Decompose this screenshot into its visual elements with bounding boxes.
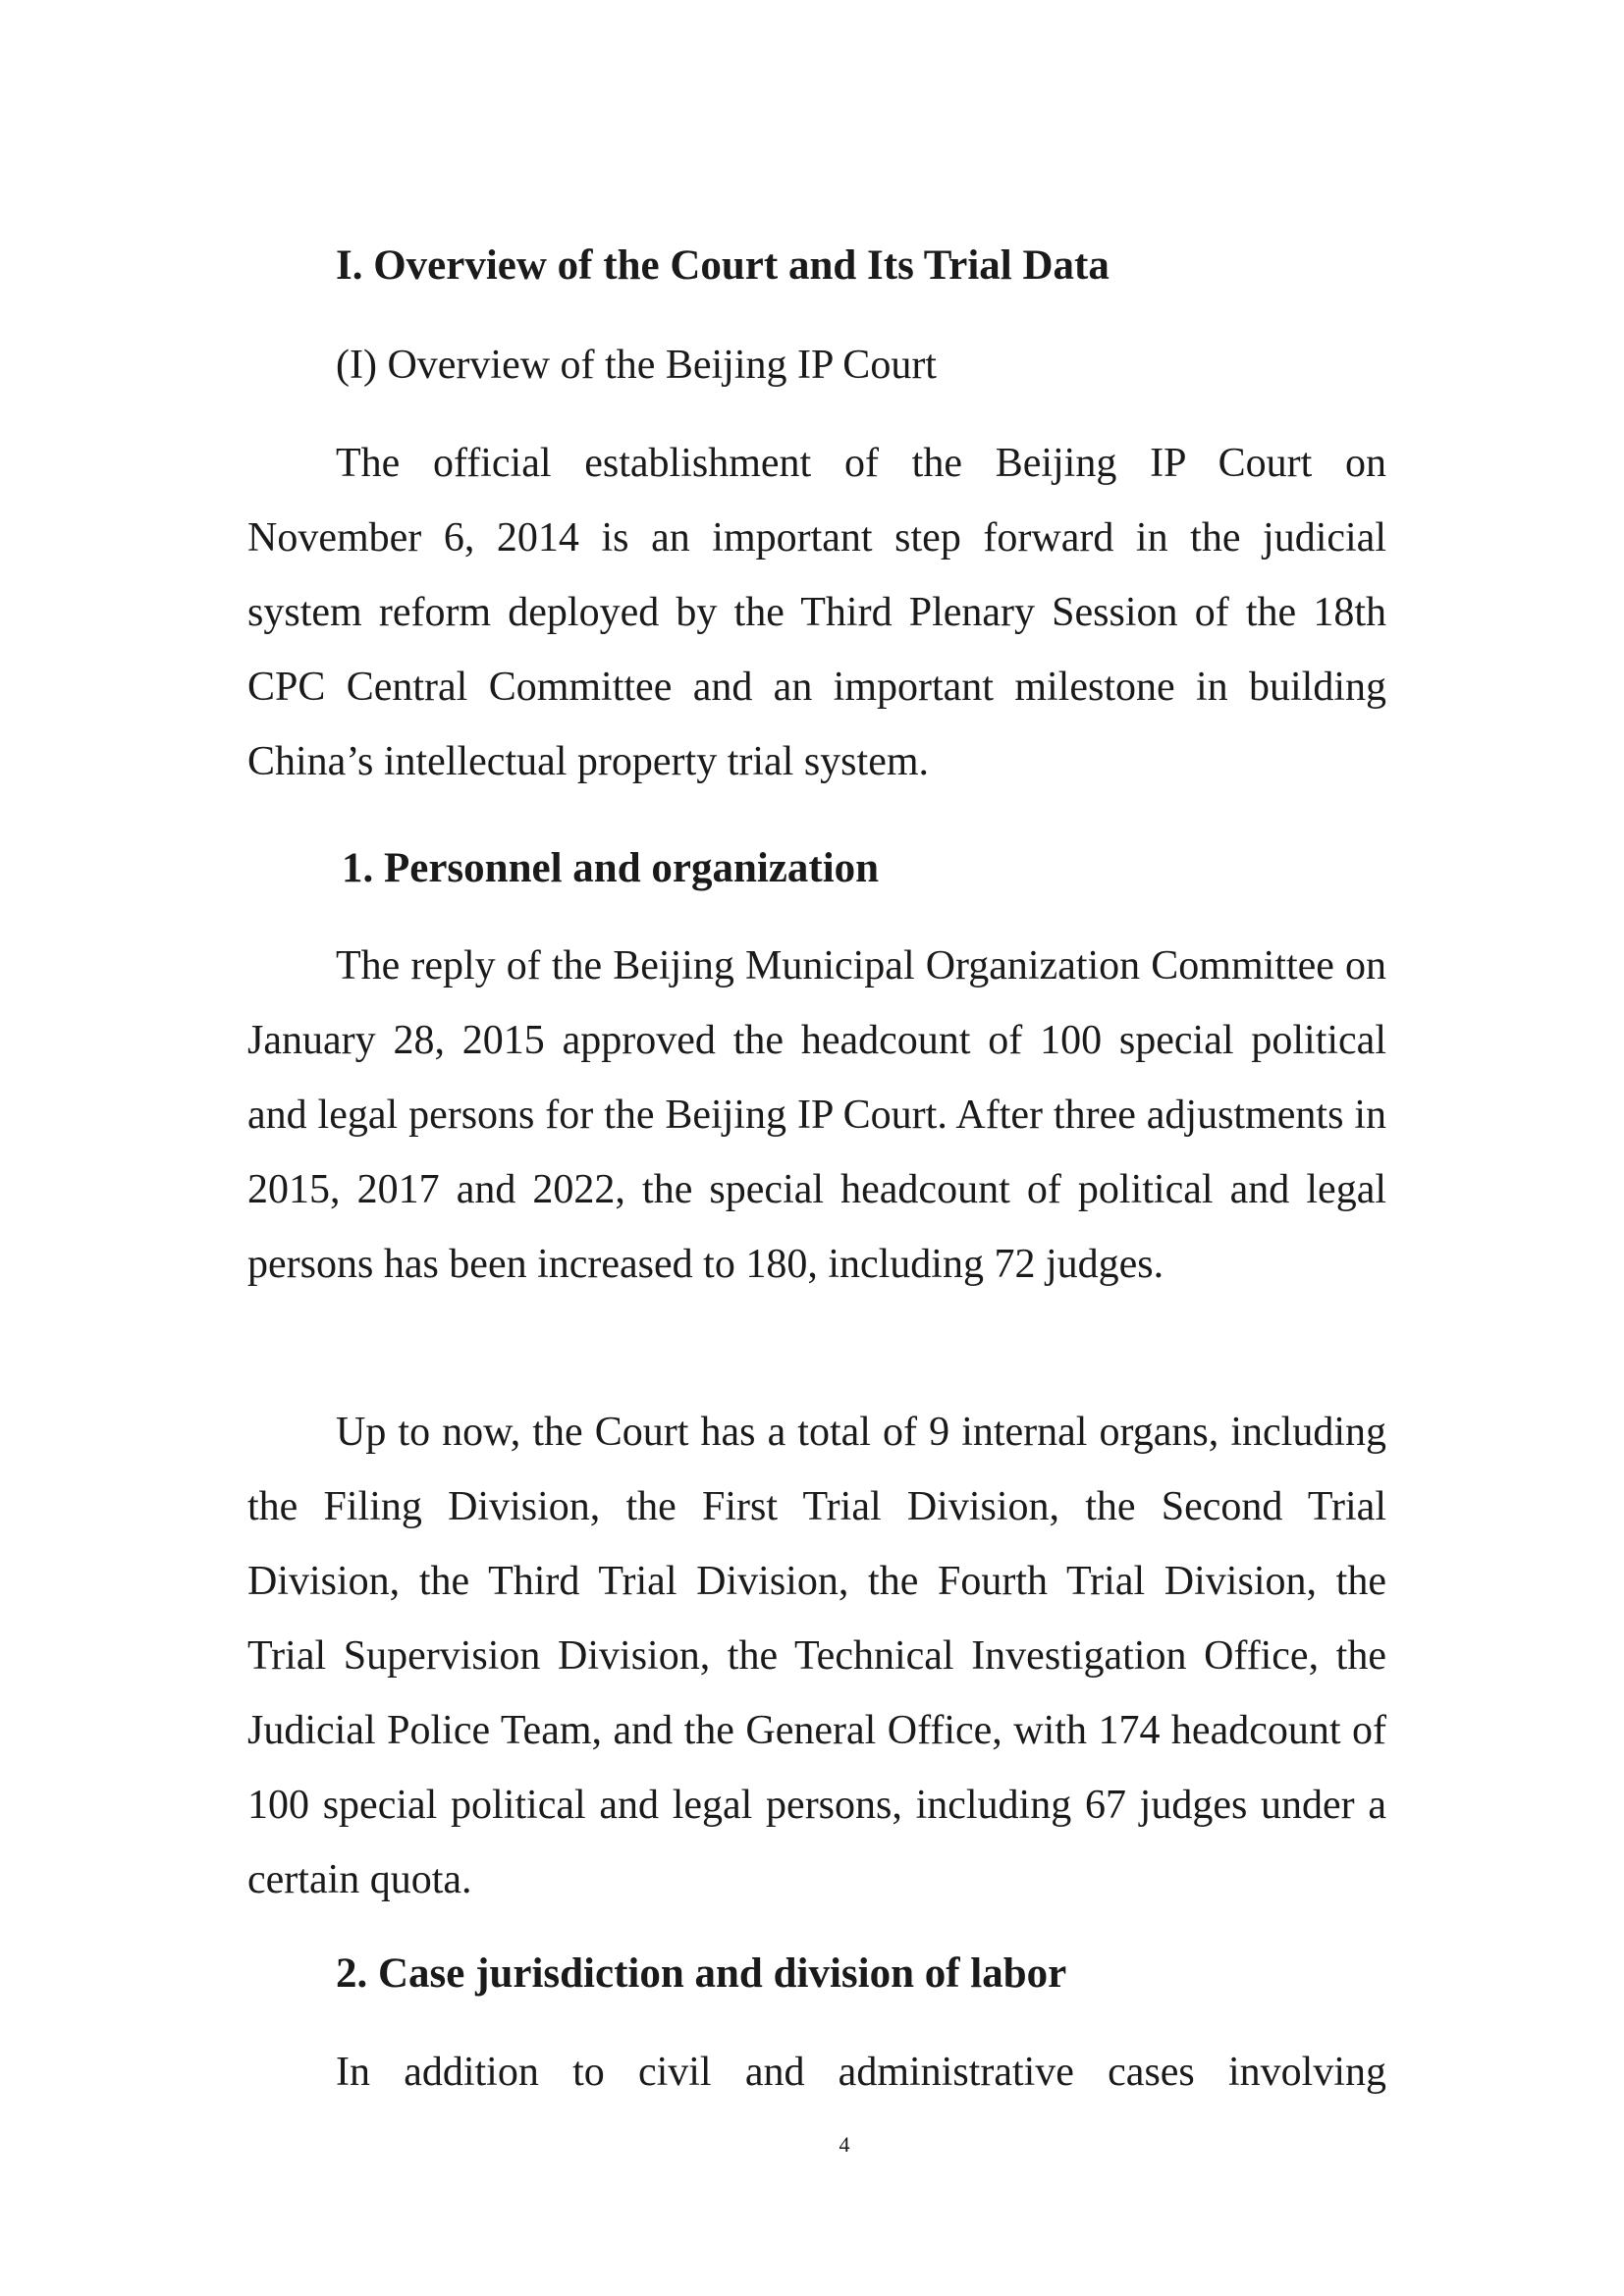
section-title: I. Overview of the Court and Its Trial Data: [336, 242, 1110, 289]
subsection-2-title: 2. Case jurisdiction and division of labor: [336, 1950, 1067, 1997]
personnel-paragraph-1: The reply of the Beijing Municipal Organization Committee on January 28, 2015 approved the headcount of 100 special political and legal persons for the Beijing IP Court. After three adjustments in 2015, 2017 and 2022, the special headcount of political and legal persons has been increased to 180, including 72 judges.: [247, 943, 1386, 1287]
personnel-paragraph-2: Up to now, the Court has a total of 9 internal organs, including the Filing Division, the First Trial Division, the Second Trial Division, the Third Trial Division, the Fourth Trial Division, the Trial Supervision Division, the Technical Investigation Office, the Judicial Police Team, and the General Office, with 174 headcount of 100 special political and legal persons, including 67 judges under a certain quota.: [247, 1410, 1386, 1902]
page-number: 4: [839, 2132, 850, 2157]
intro-paragraph: The official establishment of the Beijing IP Court on November 6, 2014 is an important step forward in the judicial system reform deployed by the Third Plenary Session of the 18th CPC Central Committee and an important milestone in building China’s intellectual property trial system.: [247, 441, 1386, 784]
section-subtitle: (I) Overview of the Beijing IP Court: [336, 343, 937, 388]
document-page: [247, 0, 1386, 2296]
jurisdiction-paragraph-1: In addition to civil and administrative cases involving: [336, 2050, 1386, 2095]
subsection-1-title: 1. Personnel and organization: [342, 845, 880, 891]
